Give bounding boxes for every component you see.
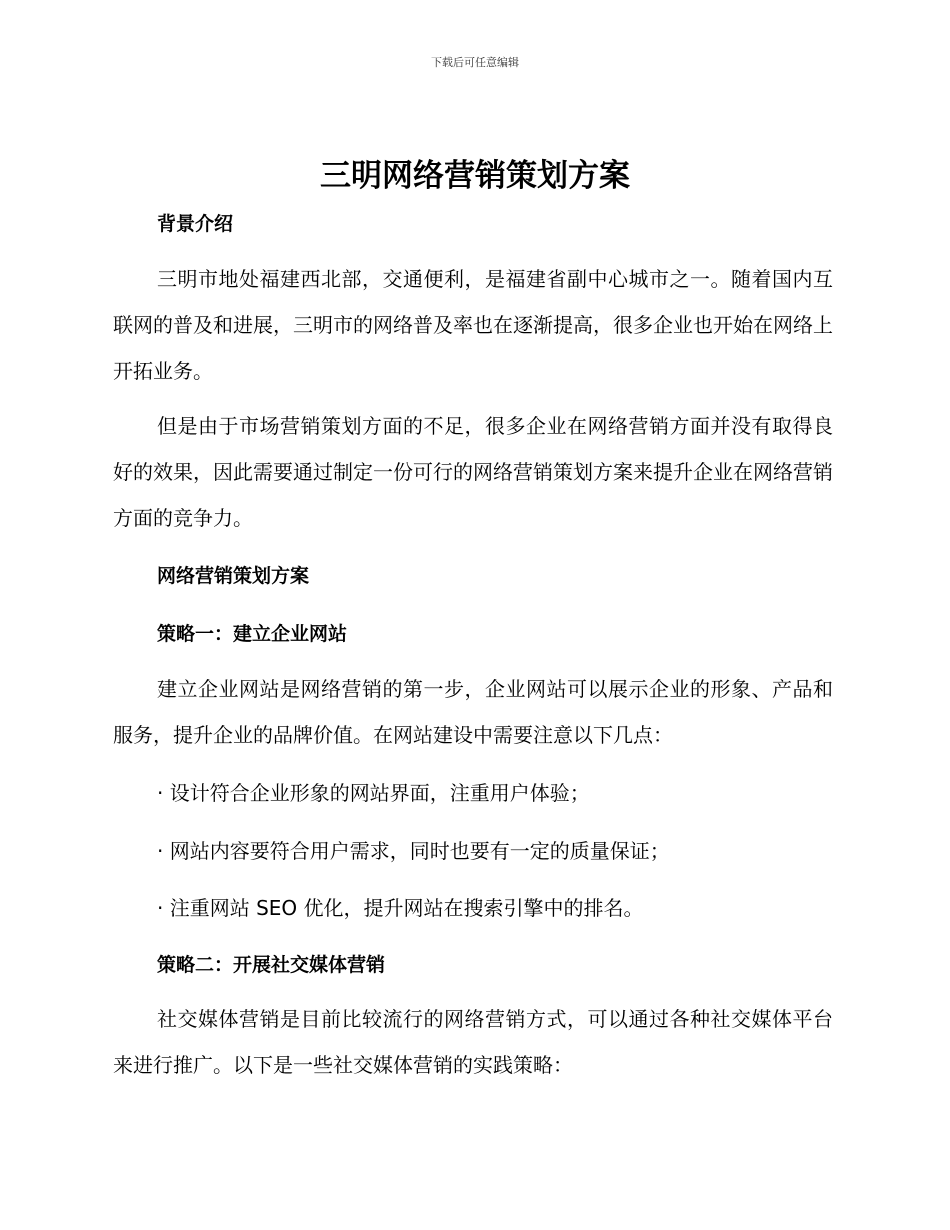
section-heading-plan: 网络营销策划方案 — [157, 565, 310, 587]
strategy-1-paragraph: 建立企业网站是网络营销的第一步，企业网站可以展示企业的形象、产品和服务，提升企业的品牌价值。在网站建设中需要注意以下几点： — [113, 677, 833, 747]
document-title: 三明网络营销策划方案 — [320, 158, 630, 194]
background-paragraph-2: 但是由于市场营销策划方面的不足，很多企业在网络营销方面并没有取得良好的效果，因此需要通过制定一份可行的网络营销策划方案来提升企业在网络营销方面的竞争力。 — [113, 414, 833, 530]
strategy-2-paragraph: 社交媒体营销是目前比较流行的网络营销方式，可以通过各种社交媒体平台来进行推广。以下是一些社交媒体营销的实践策略： — [113, 1007, 833, 1077]
strategy-1-bullet-1: · 设计符合企业形象的网站界面，注重用户体验； — [157, 781, 590, 805]
strategy-2-heading: 策略二：开展社交媒体营销 — [157, 954, 386, 976]
section-heading-background: 背景介绍 — [157, 213, 234, 235]
page-header: 下载后可任意编辑 — [431, 56, 519, 69]
strategy-1-bullet-3: · 注重网站 SEO 优化，提升网站在搜索引擎中的排名。 — [157, 896, 644, 920]
strategy-1-heading: 策略一：建立企业网站 — [157, 623, 348, 645]
strategy-1-bullet-2: · 网站内容要符合用户需求，同时也要有一定的质量保证； — [157, 839, 670, 863]
background-paragraph-1: 三明市地处福建西北部，交通便利，是福建省副中心城市之一。随着国内互联网的普及和进展，三明市的网络普及率也在逐渐提高，很多企业也开始在网络上开拓业务。 — [113, 267, 833, 383]
